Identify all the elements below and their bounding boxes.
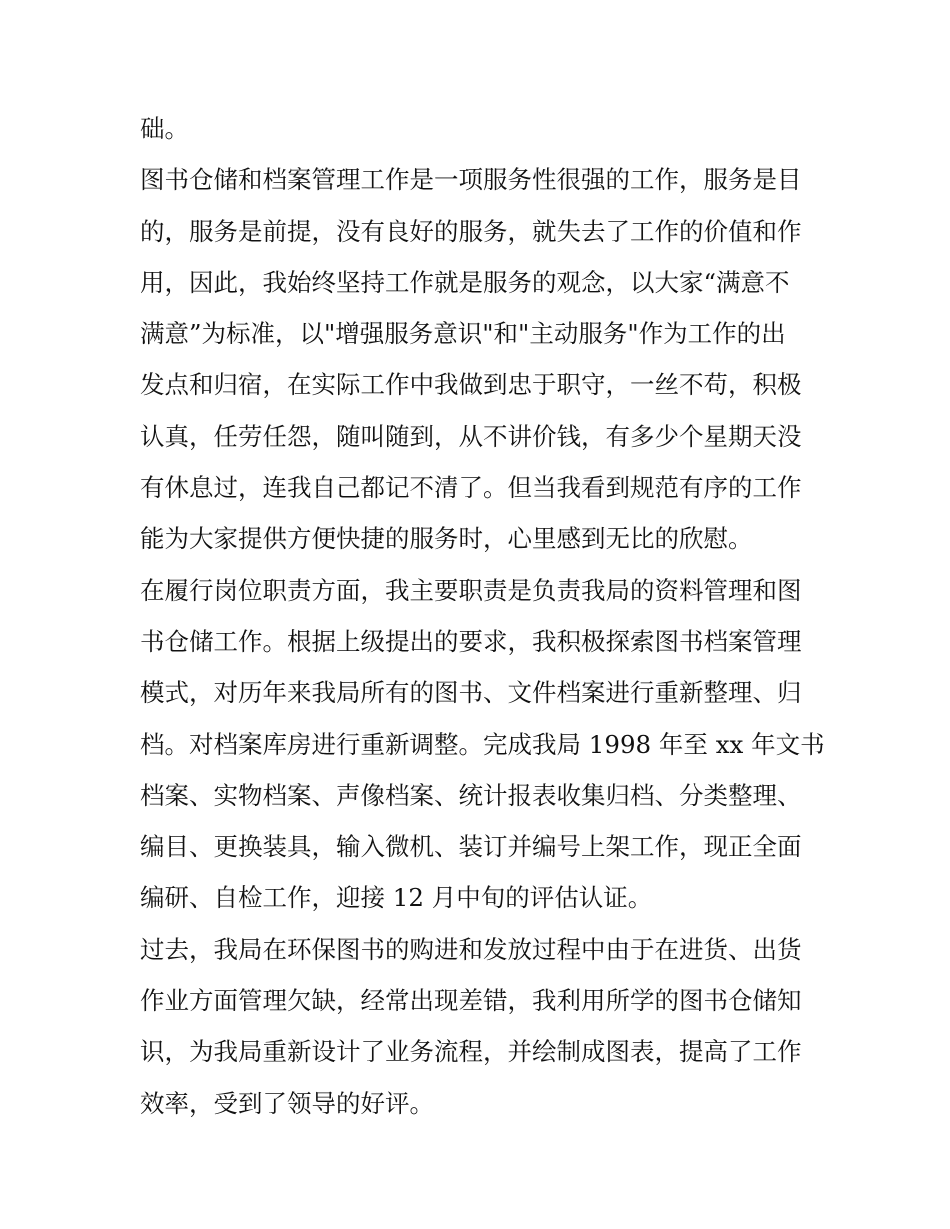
text-line: 识，为我局重新设计了业务流程，并绘制成图表，提高了工作: [140, 1037, 802, 1067]
text-line: 能为大家提供方便快捷的服务时，心里感到无比的欣慰。: [140, 524, 753, 554]
text-line: 过去，我局在环保图书的购进和发放过程中由于在进货、出货: [140, 934, 802, 964]
text-line: 档。对档案库房进行重新调整。完成我局 1998 年至 xx 年文书: [140, 729, 825, 759]
text-line: 础。: [140, 114, 189, 143]
text-line: 编目、更换装具，输入微机、装订并编号上架工作，现正全面: [140, 832, 802, 862]
text-line: 编研、自检工作，迎接 12 月中旬的评估认证。: [140, 883, 653, 913]
text-line: 发点和归宿，在实际工作中我做到忠于职守，一丝不苟，积极: [140, 370, 802, 400]
text-line: 图书仓储和档案管理工作是一项服务性很强的工作，服务是目: [140, 165, 802, 195]
text-line: 在履行岗位职责方面，我主要职责是负责我局的资料管理和图: [140, 575, 802, 605]
text-line: 认真，任劳任怨，随叫随到，从不讲价钱，有多少个星期天没: [140, 421, 802, 451]
text-line: 书仓储工作。根据上级提出的要求，我积极探索图书档案管理: [140, 626, 802, 656]
body-text: [140, 103, 825, 1129]
text-line: 效率，受到了领导的好评。: [140, 1088, 434, 1118]
text-line: 模式，对历年来我局所有的图书、文件档案进行重新整理、归: [140, 678, 802, 708]
text-line: 有休息过，连我自己都记不清了。但当我看到规范有序的工作: [140, 473, 802, 503]
text-line: 用，因此，我始终坚持工作就是服务的观念，以大家“满意不: [140, 267, 790, 297]
text-line: 作业方面管理欠缺，经常出现差错，我利用所学的图书仓储知: [140, 986, 802, 1016]
text-line: 档案、实物档案、声像档案、统计报表收集归档、分类整理、: [140, 780, 802, 810]
text-line: 的，服务是前提，没有良好的服务，就失去了工作的价值和作: [140, 216, 802, 246]
text-line: 满意”为标准，以"增强服务意识"和"主动服务"作为工作的出: [140, 319, 786, 349]
